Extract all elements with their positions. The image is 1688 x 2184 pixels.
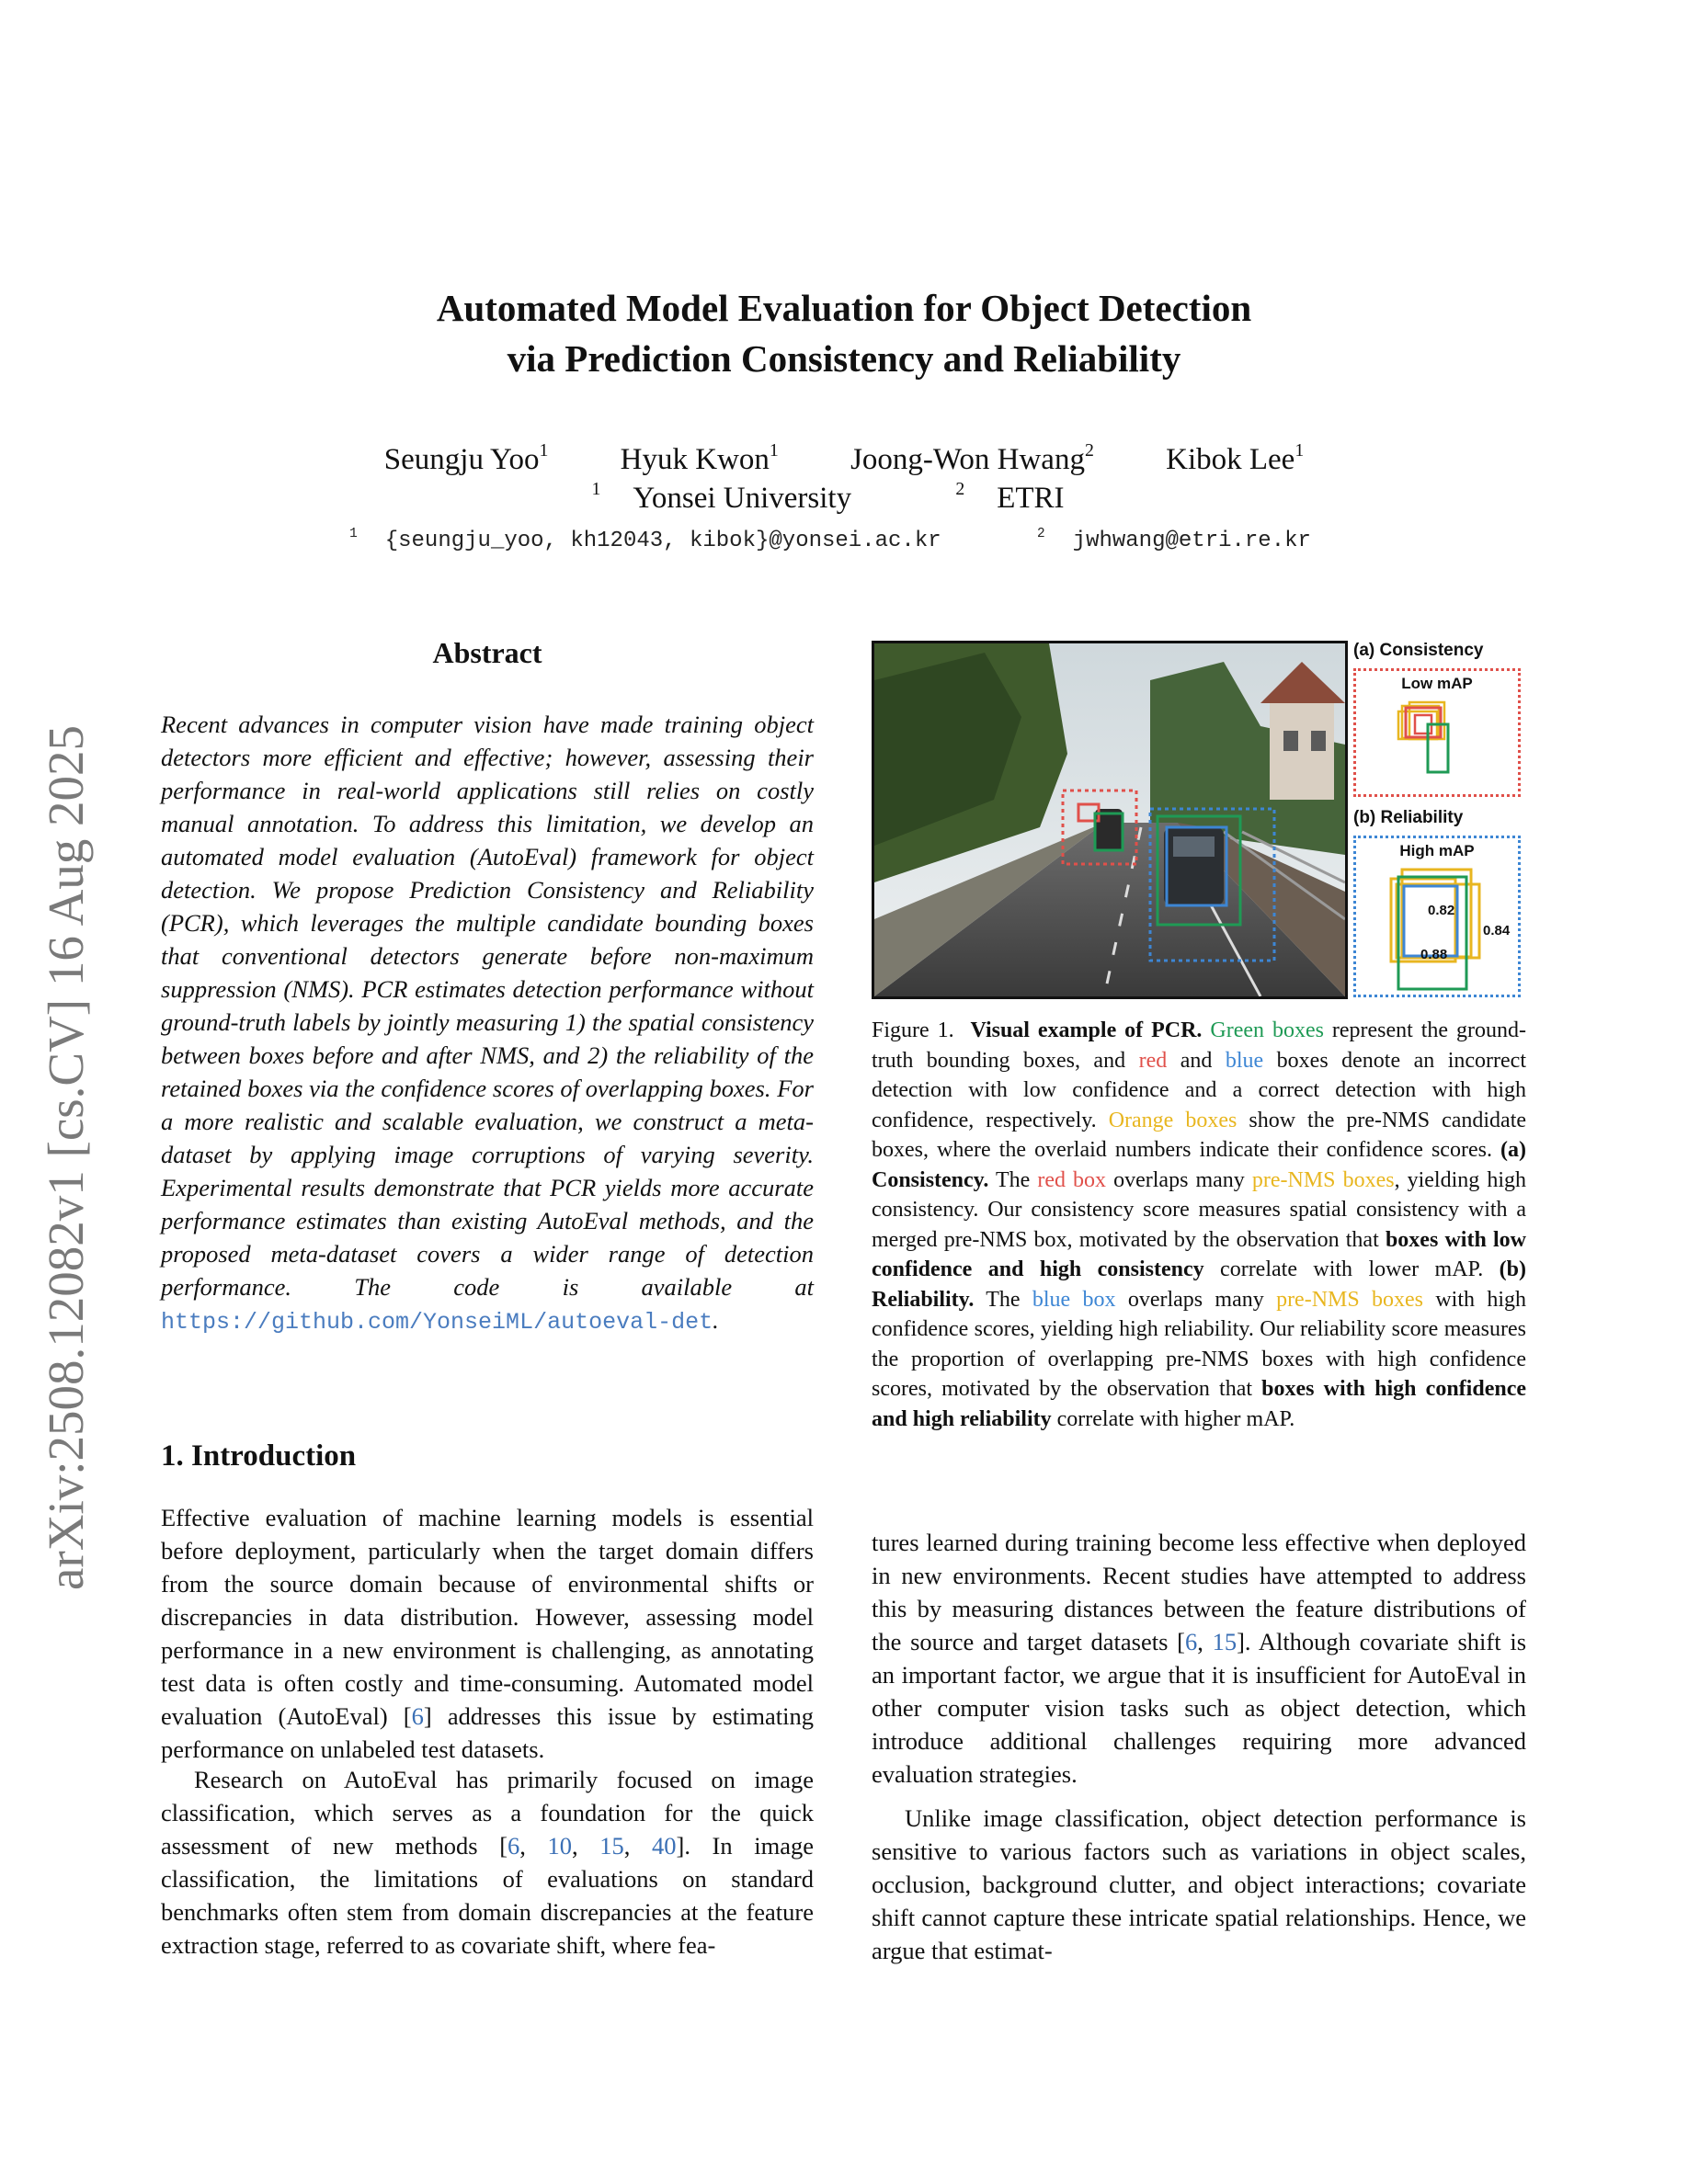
intro-heading: 1. Introduction bbox=[161, 1439, 357, 1473]
confidence-score-label: 0.84 bbox=[1483, 923, 1511, 938]
citation-link[interactable]: 6 bbox=[508, 1832, 520, 1860]
intro-paragraph: Effective evaluation of machine learning models is essential before deployment, particularly when the target domain differs from the source domain because of environmental shifts or discrepancies in data distribution. However, assessing model performance in a new environment is challenging, as annotating test data is often costly and time-consuming. Automated model evaluation (AutoEval) [6] addresses this issue by estimating performance on unlabeled test datasets. bbox=[161, 1504, 814, 1763]
email: $^2$ jwhwang@etri.re.kr bbox=[1037, 526, 1311, 553]
intro-paragraph: Research on AutoEval has primarily focused on image classification, which serves as a foundation for the quick assessment of new methods [6, 10, 15, 40]. In image classification, the limitations of evaluations on standard benchmarks often stem from domain discrepancies at the feature extraction stage, referred to as covariate shift, where fea- bbox=[161, 1766, 814, 1959]
email: $^1$ {seungju_yoo, kh12043, kibok}@yonsei.ac.kr bbox=[349, 526, 941, 553]
figure-panels bbox=[1348, 641, 1526, 999]
author: Hyuk Kwon$^1$ bbox=[620, 440, 779, 476]
figure-street-photo bbox=[872, 641, 1348, 999]
abstract-body: Recent advances in computer vision have made training object detectors more efficient and effective; however, assessing their performance in real-world applications still relies on costly manual annotation. To address this limitation, we develop an automated model evaluation (AutoEval) framework for object detection. We propose Prediction Consistency and Reliability (PCR), which leverages the multiple candidate bounding boxes that conventional detectors generate before non-maximum suppression (NMS). PCR estimates detection performance without ground-truth labels by jointly measuring 1) the spatial consistency between boxes before and after NMS, and 2) the reliability of the retained boxes via the confidence scores of overlapping boxes. For a more realistic and scalable evaluation, we construct a meta-dataset by applying image corruptions of varying severity. Experimental results demonstrate that PCR yields more accurate performance estimates than existing AutoEval methods, and the proposed meta-dataset covers a wider range of detection performance. The code is available at https://github.com/YonseiML/autoeval-det. bbox=[161, 711, 814, 1336]
arxiv-side-stamp: arXiv:2508.12082v1 [cs.CV] 16 Aug 2025 bbox=[38, 724, 94, 1590]
panel-b-subtitle: High mAP bbox=[1399, 842, 1475, 859]
affiliation: $^2$ ETRI bbox=[955, 479, 1065, 515]
affiliation: $^1$ Yonsei University bbox=[591, 479, 852, 515]
author: Kibok Lee$^1$ bbox=[1166, 440, 1305, 476]
confidence-score-label: 0.88 bbox=[1420, 947, 1448, 962]
street-scene-illustration bbox=[874, 643, 1345, 996]
paper-title bbox=[0, 283, 1688, 384]
title-line-2: via Prediction Consistency and Reliability bbox=[507, 337, 1181, 380]
citation-link[interactable]: 10 bbox=[547, 1832, 573, 1860]
figure-caption: Figure 1. Visual example of PCR. Green boxes represent the ground-truth bounding boxes, and red and blue boxes denote an incorrect detection with low confidence and a correct detection with high confidence, respectively. Orange boxes show the pre-NMS candidate boxes, where the overlaid numbers indicate their confidence scores. (a) Consistency. The red box overlaps many pre-NMS boxes, yielding high consistency. Our consistency score measures spatial consistency with a merged pre-NMS box, motivated by the observation that boxes with low confidence and high consistency correlate with lower mAP. (b) Reliability. The blue box overlaps many pre-NMS boxes with high confidence scores, yielding high reliability. Our reliability score measures the proportion of overlapping pre-NMS boxes with high confidence scores, motivated by the observation that boxes with high confidence and high reliability correlate with higher mAP. bbox=[872, 1018, 1527, 1431]
citation-link[interactable]: 6 bbox=[411, 1702, 424, 1730]
panel-a-subtitle: Low mAP bbox=[1401, 675, 1473, 692]
panel-a-title: (a) Consistency bbox=[1353, 641, 1484, 660]
panel-b-title: (b) Reliability bbox=[1353, 808, 1464, 827]
reliability-boxes-illustration bbox=[1384, 866, 1494, 995]
consistency-boxes-illustration bbox=[1393, 699, 1485, 791]
citation-link[interactable]: 15 bbox=[599, 1832, 624, 1860]
author: Joong-Won Hwang$^2$ bbox=[850, 440, 1094, 476]
citation-link[interactable]: 6 bbox=[1185, 1628, 1198, 1655]
confidence-score-label: 0.82 bbox=[1428, 903, 1455, 918]
author-list bbox=[0, 441, 1688, 478]
title-line-1: Automated Model Evaluation for Object Detection bbox=[436, 287, 1252, 329]
intro-paragraph: tures learned during training become less effective when deployed in new environments. Recent studies have attempted to address this by measuring distances between the feature distributions of the source and target datasets [6, 15]. Although covariate shift is an important factor, we argue that it is insufficient for AutoEval in other computer vision tasks such as object detection, which introduce additional challenges requiring more advanced evaluation strategies. bbox=[872, 1529, 1527, 1788]
panel-b-box bbox=[1353, 836, 1521, 997]
code-link[interactable]: https://github.com/YonseiML/autoeval-det bbox=[161, 1309, 713, 1336]
affiliations bbox=[0, 480, 1688, 517]
citation-link[interactable]: 40 bbox=[652, 1832, 677, 1860]
panel-a-box bbox=[1353, 668, 1521, 797]
author-emails bbox=[0, 526, 1688, 557]
abstract-heading: Abstract bbox=[432, 636, 542, 669]
author: Seungju Yoo$^1$ bbox=[383, 440, 549, 476]
citation-link[interactable]: 15 bbox=[1212, 1628, 1237, 1655]
intro-paragraph: Unlike image classification, object detection performance is sensitive to various factors such as variations in object scales, occlusion, background clutter, and object interactions; covariate shift cannot capture these intricate spatial relationships. Hence, we argue that estimat- bbox=[872, 1804, 1526, 1964]
